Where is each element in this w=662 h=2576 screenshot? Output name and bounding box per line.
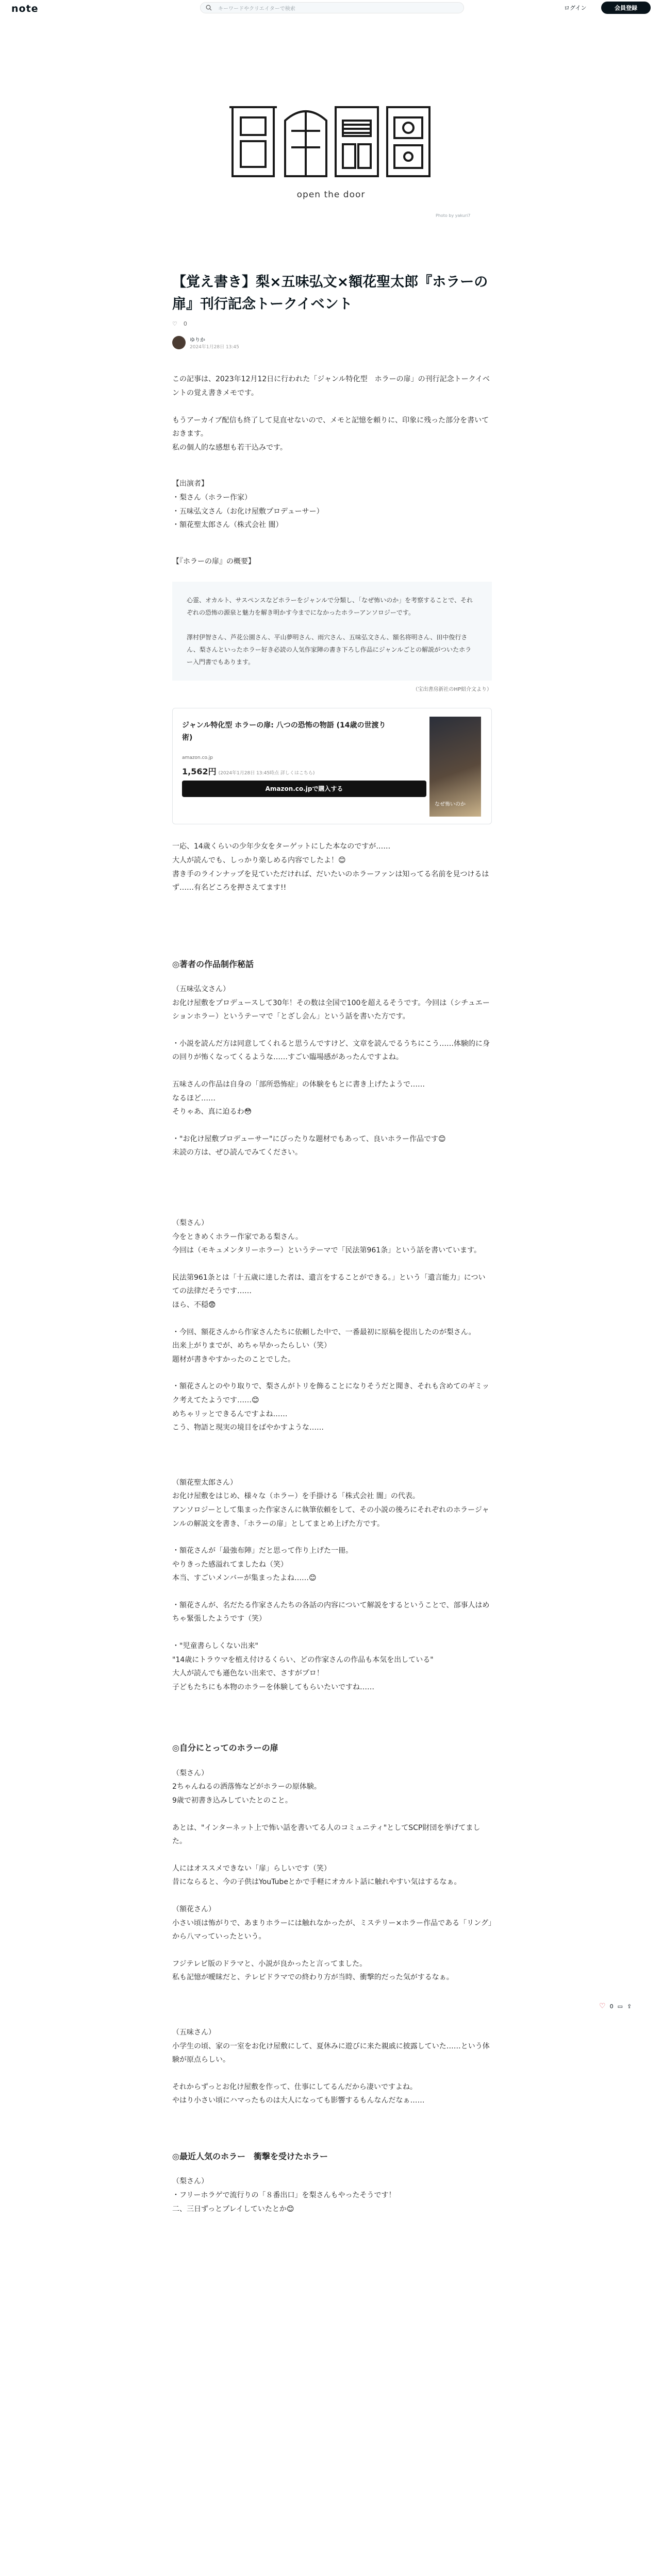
product-source: amazon.co.jp (182, 755, 213, 761)
share-icon[interactable]: ⇪ (626, 2003, 632, 2010)
paragraph: （五味さん） 小学生の頃、家の一室をお化け屋敷にして、夏休みに遊びに来た親戚に披露していた……という体験が原点らしい。 (172, 2028, 490, 2064)
floating-like-count: 0 (609, 2003, 614, 2010)
paragraph: （梨さん） ・フリーホラゲで流行りの「８番出口」を梨さんもやったそうです！ 二、三日ずっとプレイしていたとか😊 (172, 2177, 396, 2213)
section-heading: ◎最近人気のホラー 衝撃を受けたホラー (172, 2151, 328, 2161)
paragraph: 【『ホラーの扉』の概要】 (172, 557, 255, 566)
like-count: 0 (183, 320, 187, 328)
product-price: 1,562円 (2024年1月28日 13:45時点 詳しくはこちら) (182, 767, 315, 777)
blockquote: 心霊、オカルト、サスペンスなどホラーをジャンルで分類し、「なぜ怖いのか」を考察することで、それぞれの恐怖の源泉と魅力を解き明かす今までになかったホラーアンソロジーです。 澤村伊智さん、芦花公園さん、平山夢明さん、雨穴さん、五味弘文さん、額名将明さん、田中俊行さん、梨さんといったホラー好き必読の人気作家陣の書き下ろし作品にジャンルごとの解説がついたホラー入門書でもあります。 (172, 582, 492, 681)
author-block[interactable] (172, 335, 492, 350)
paragraph: この記事は、2023年12月12日に行われた「ジャンル特化型 ホラーの扉」の刊行記念トークイベントの覚え書きメモです。 (172, 375, 490, 397)
hero-caption: open the door (296, 190, 366, 200)
amazon-product-card[interactable] (172, 708, 492, 824)
paragraph: ・"児童書らしくない出来" "14歳にトラウマを植え付けるくらい、どの作家さんの作品も本気を出している" 大人が読んでも遜色ない出来で、さすがプロ！ 子どもたちにも本物のホラーを体験してもらいたいですね…… (172, 1642, 434, 1691)
section-heading: ◎著者の作品制作秘話 (172, 959, 254, 969)
paragraph: ・額花さんが「最強布陣」だと思って作り上げた一冊。 やりきった感溢れてましたね（笑） 本当、すごいメンバーが集まったよね……😊 (172, 1547, 353, 1583)
article-body (172, 372, 492, 2216)
paragraph: あとは、"インターネット上で怖い話を書いてる人のコミュニティ"としてSCP財団を挙げてました。 (172, 1823, 481, 1846)
paragraph: フジテレビ版のドラマと、小説が良かったと言ってました。 私も記憶が曖昧だと、テレビドラマでの終わり方が当時、衝撃的だった気がするなぁ。 (172, 1959, 454, 1982)
author-name[interactable]: ゆりか (190, 337, 205, 344)
paragraph: （額花聖太郎さん） お化け屋敷をはじめ、様々な（ホラー）を手掛ける「株式会社 闇」の代表。 アンソロジーとして集まった作家さんに執筆依頼をして、その小説の後ろにそれぞれのホラージャンルの解説文を書き、「ホラーの扉」としてまとめ上げた方です。 (172, 1478, 489, 1528)
paragraph: （梨さん） 今をときめくホラー作家である梨さん。 今回は（モキュメンタリーホラー）というテーマで「民法第961条」という話を書いています。 (172, 1219, 482, 1255)
article (172, 271, 492, 2229)
paragraph: 民法第961条とは「十五歳に達した者は、遺言をすることができる。」という「遺言能力」についての法律だそうです…… ほら、不穏😨 (172, 1273, 486, 1309)
paragraph: もうアーカイブ配信も終了して見直せないので、メモと記憶を頼りに、印象に残った部分を書いておきます。 私の個人的な感想も若干込みです。 (172, 416, 489, 452)
photo-credit[interactable]: Photo by yakuri7 (436, 213, 471, 218)
search-placeholder: キーワードやクリエイターで検索 (218, 6, 295, 12)
paragraph: ・小説を読んだ方は同意してくれると思うんですけど、文章を読んでるうちにこう……体験的に身の回りが怖くなってくるような……すごい臨場感があったんですよね。 (172, 1039, 490, 1062)
heart-icon[interactable]: ♡ (599, 2002, 606, 2010)
article-meta (172, 320, 492, 327)
paragraph: ・"お化け屋敷プロデューサー"にぴったりな題材でもあって、良いホラー作品です😊 未読の方は、ぜひ読んでみてください。 (172, 1134, 446, 1157)
section-heading: ◎自分にとってのホラーの扉 (172, 1743, 278, 1753)
paragraph: ・今回、額花さんから作家さんたちに依頼した中で、一番最初に原稿を提出したのが梨さん。 出来上がりまでが、めちゃ早かったらしい（笑） 題材が書きやすかったのことでした。 (172, 1328, 476, 1364)
paragraph: 人にはオススメできない「扉」らしいです（笑） 昔にならると、今の子供はYouTubeとかで手軽にオカルト話に触れやすい気はするなぁ。 (172, 1864, 461, 1887)
avatar[interactable] (172, 336, 186, 349)
paragraph: ・額花さんとのやり取りで、梨さんがトリを飾ることになりそうだと聞き、それも含めてのギミック考えてたようです……😊 めちゃリッとできるんですよね…… こう、物語と現実の境目をばやかすような…… (172, 1382, 489, 1432)
hero-image (0, 15, 662, 211)
search-input[interactable] (200, 2, 464, 13)
paragraph: 一応、14歳くらいの少年少女をターゲットにした本なのですが…… 大人が読んでも、しっかり楽しめる内容でしたよ！😊 書き手のラインナップを見ていただければ、だいたいのホラーファンは知ってる名前を見つけるはず……有名どころを押さえてます!! (172, 842, 489, 892)
login-link[interactable]: ログイン (564, 5, 587, 11)
signup-button[interactable]: 会員登録 (601, 2, 651, 14)
floating-actions (599, 2002, 632, 2010)
paragraph: （梨さん） 2ちゃんねるの洒落怖などがホラーの原体験。 9歳で初書き込みしていたとのこと。 (172, 1769, 321, 1805)
note-logo[interactable]: note (11, 3, 39, 14)
paragraph: （五味弘文さん） お化け屋敷をプロデュースして30年！その数は全国で100を超えるそうです。今回は（シチュエーションホラー）というテーマで「とざし会ん」という話を書いた方です。 (172, 985, 490, 1021)
search-icon (206, 5, 212, 11)
paragraph: それからずっとお化け屋敷を作って、仕事にしてるんだから凄いですよね。 やはり小さい頃にハマったものは大人になっても影響するもんなんだなぁ…… (172, 2082, 425, 2105)
doors-illustration (229, 100, 433, 177)
product-title[interactable]: ジャンル特化型 ホラーの扉: 八つの恐怖の物語 (14歳の世渡り術) (182, 721, 386, 742)
paragraph: （額花さん） 小さい頃は怖がりで、あまりホラーには触れなかったが、ミステリー×ホラー作品である「リング」から八マっていったという。 (172, 1905, 492, 1941)
paragraph: 【出演者】 ・梨さん（ホラー作家） ・五味弘文さん（お化け屋敷プロデューサー） ・額花聖太郎さん（株式会社 闇） (172, 480, 324, 530)
publish-date: 2024年1月28日 13:45 (190, 345, 239, 350)
book-cover-image[interactable]: なぜ怖いのか (429, 717, 481, 817)
article-title: 【覚え書き】梨×五味弘文×額花聖太郎『ホラーの扉』刊行記念トークイベント (172, 274, 488, 313)
quote-citation: （宝出書房新社のHP紹介文より） (412, 687, 492, 693)
top-navigation-bar (0, 0, 662, 15)
comment-icon[interactable]: ▭ (617, 2003, 623, 2010)
paragraph: ・額花さんが、名だたる作家さんたちの各話の内容について解説をするということで、部事人はめちゃ緊張したようです（笑） (172, 1601, 490, 1623)
paragraph: 五味さんの作品は自身の「部所恐怖症」の体験をもとに書き上げたようで…… なるほど…… そりゃあ、真に迫るわ😳 (172, 1080, 425, 1116)
buy-on-amazon-button[interactable]: Amazon.co.jpで購入する (182, 781, 426, 797)
heart-icon[interactable]: ♡ (172, 320, 177, 328)
